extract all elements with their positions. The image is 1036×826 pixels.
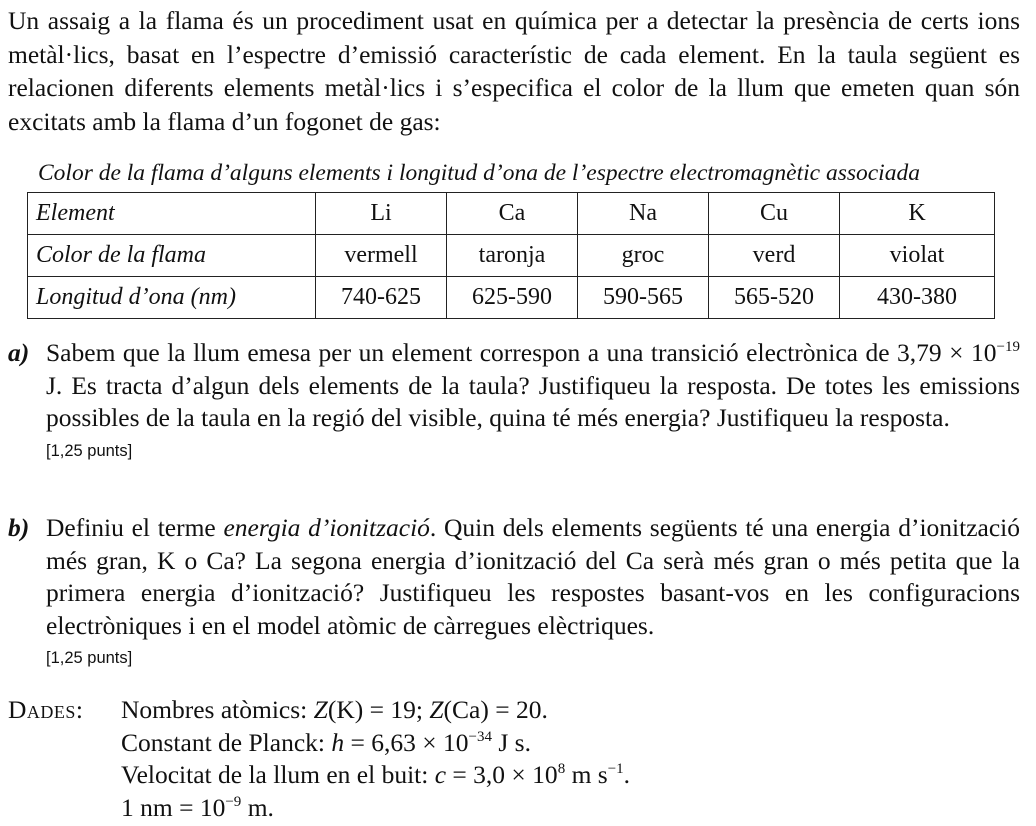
data-text: m.: [241, 792, 274, 822]
question-b: [8, 512, 1020, 670]
question-b-letter: b): [8, 513, 30, 542]
row-header-wavelength: Longitud d’ona (nm): [28, 277, 316, 319]
data-text: m s: [565, 760, 608, 789]
data-text: (Ca) = 20.: [443, 695, 548, 724]
flame-table: [27, 192, 995, 319]
table-cell: 740-625: [316, 277, 447, 319]
table-cell: 565-520: [709, 277, 840, 319]
data-symbol: h: [331, 727, 345, 757]
data-text: (K) = 19;: [327, 695, 430, 724]
question-a-letter: a): [8, 338, 30, 367]
question-a-text-part: J. Es tracta d’algun dels elements de la taula? Justifiqueu la resposta. De totes les emissions possibles de la taula en la regió del visible, quina té més energia? Justifiqueu la resposta.: [46, 370, 1020, 432]
data-symbol: c: [434, 760, 447, 789]
table-cell: K: [840, 193, 995, 235]
table-cell: Ca: [447, 193, 578, 235]
data-line-light-speed: [121, 759, 1020, 792]
data-exponent: 8: [557, 761, 566, 777]
data-text: Constant de Planck:: [121, 727, 332, 757]
question-a-text-part: Sabem que la llum emesa per un element correspon a una transició electrònica de 3,79 × 10: [46, 338, 997, 367]
question-b-term: energia d’ionització: [223, 513, 430, 542]
data-text: Nombres atòmics:: [121, 695, 314, 724]
data-text: 1 nm = 10: [121, 792, 226, 822]
table-cell: violat: [840, 235, 995, 277]
table-row: [28, 235, 995, 277]
data-section: [8, 694, 1020, 824]
data-exponent: −34: [468, 728, 492, 745]
question-b-text-part: . Quin dels elements següents té una energia d’ionització més gran, K o Ca? La segona energia d’ionització del Ca serà més gran o més petita que la primera energia d’ionització? Justifiqueu les respostes basant-vos en les configuracions electròniques i en el model atòmic de càrregues elèctriques.: [46, 513, 1020, 640]
data-exponent: −9: [225, 793, 242, 810]
data-symbol: Z: [429, 695, 444, 724]
question-a: [8, 337, 1020, 463]
data-text: J s.: [491, 727, 531, 757]
data-label: Dades:: [8, 695, 84, 724]
table-cell: verd: [709, 235, 840, 277]
table-cell: Cu: [709, 193, 840, 235]
question-b-points: [1,25 punts]: [46, 649, 133, 667]
row-header-color: Color de la flama: [28, 235, 316, 277]
table-row: [28, 193, 995, 235]
question-a-text: [46, 337, 1020, 435]
table-cell: 625-590: [447, 277, 578, 319]
data-line-nanometer: [121, 792, 1020, 825]
data-text: .: [623, 760, 631, 789]
table-row: [28, 277, 995, 319]
table-cell: Na: [578, 193, 709, 235]
data-exponent: −1: [607, 761, 624, 777]
data-symbol: Z: [313, 695, 328, 724]
table-caption: Color de la flama d’alguns elements i longitud d’ona de l’espectre electromagnètic associada: [38, 160, 920, 186]
data-text: = 6,63 × 10: [344, 727, 469, 757]
data-text: Velocitat de la llum en el buit:: [121, 760, 435, 789]
data-line-planck: [121, 727, 1020, 760]
table-cell: Li: [316, 193, 447, 235]
data-line-atomic-numbers: [121, 694, 1020, 727]
table-cell: taronja: [447, 235, 578, 277]
question-a-exponent: −19: [996, 339, 1020, 355]
question-a-points: [1,25 punts]: [46, 441, 133, 460]
question-b-text-part: Definiu el terme: [46, 513, 224, 542]
data-text: = 3,0 × 10: [446, 760, 558, 789]
row-header-element: Element: [28, 193, 316, 235]
intro-paragraph: Un assaig a la flama és un procediment usat en química per a detectar la presència de certs ions metàl·lics, basat en l’espectre d’emissió característic de cada element. En la taula següent es relacionen diferents elements metàl·lics i s’especifica el color de la llum que emeten quan són excitats amb la flama d’un fogonet de gas:: [8, 6, 1020, 136]
question-b-text: [46, 512, 1020, 642]
table-cell: groc: [578, 235, 709, 277]
table-cell: 590-565: [578, 277, 709, 319]
table-cell: 430-380: [840, 277, 995, 319]
table-cell: vermell: [316, 235, 447, 277]
